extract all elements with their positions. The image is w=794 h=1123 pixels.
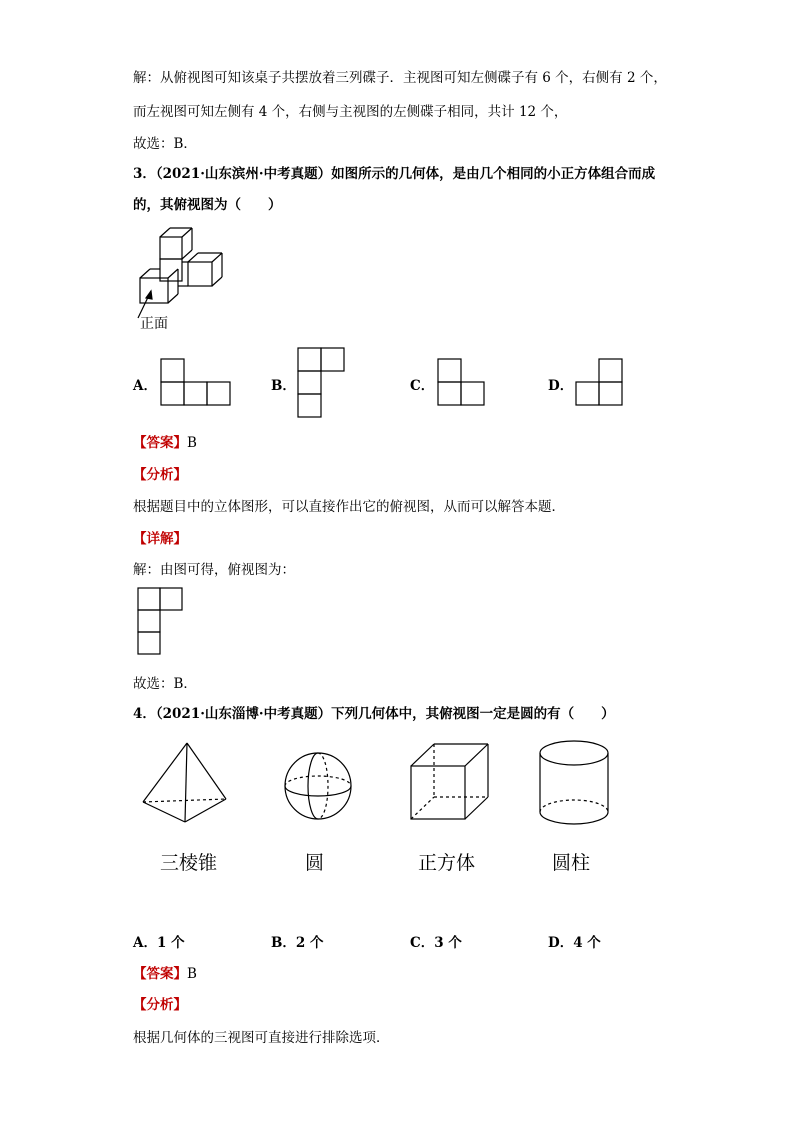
shape-label-triangular-pyramid: 三棱锥 (160, 852, 218, 874)
cylinder-shape (540, 741, 608, 824)
q3-analysis-text: 根据题目中的立体图形，可以直接作出它的俯视图，从而可以解答本题． (133, 499, 565, 515)
q3-option-c-label: C． (410, 378, 435, 394)
q3-option-d-label: D． (548, 378, 574, 394)
q4-answer: B (187, 966, 197, 982)
q4-stem: 4．（2021·山东淄博·中考真题）下列几何体中，其俯视图一定是圆的有（ ） (133, 706, 615, 722)
q4-analysis-tag: 【分析】 (133, 997, 187, 1013)
q3-detail-text: 解：由图可得，俯视图为： (133, 562, 295, 578)
solution-choice: 故选：B． (133, 136, 197, 152)
q3-detail-tag: 【详解】 (133, 531, 187, 547)
q3-answer-tag: 【答案】 (133, 435, 187, 451)
sphere-shape (285, 753, 351, 819)
shape-label-cylinder: 圆柱 (552, 852, 591, 874)
cube-shape (411, 744, 488, 819)
q3-stem-line-1: 3．（2021·山东滨州·中考真题）如图所示的几何体，是由几个相同的小正方体组合而成 (133, 166, 656, 182)
q4-analysis-text: 根据几何体的三视图可直接进行排除选项． (133, 1030, 390, 1046)
q3-choice: 故选：B． (133, 676, 197, 692)
shape-label-cube: 正方体 (418, 852, 476, 874)
triangular-pyramid-shape (143, 743, 226, 822)
q3-answer: B (187, 435, 197, 451)
solution-line-1: 解：从俯视图可知该桌子共摆放着三列碟子．主视图可知左侧碟子有 6 个，右侧有 2 个， (133, 70, 667, 86)
q3-option-b-label: B． (271, 378, 296, 394)
q4-option-c: C．3 个 (410, 935, 462, 951)
solution-line-2: 而左视图可知左侧有 4 个，右侧与主视图的左侧碟子相同，共计 12 个， (133, 104, 568, 120)
q3-analysis-tag: 【分析】 (133, 467, 187, 483)
q4-option-d: D．4 个 (548, 935, 601, 951)
q4-answer-tag: 【答案】 (133, 966, 187, 982)
q3-front-label: 正面 (140, 316, 168, 332)
q3-option-a-label: A． (133, 378, 157, 394)
q4-option-a: A．1 个 (133, 935, 185, 951)
shape-label-sphere: 圆 (305, 852, 325, 874)
q4-option-b: B．2 个 (271, 935, 324, 951)
q3-stem-line-2: 的，其俯视图为（ ） (133, 197, 282, 213)
